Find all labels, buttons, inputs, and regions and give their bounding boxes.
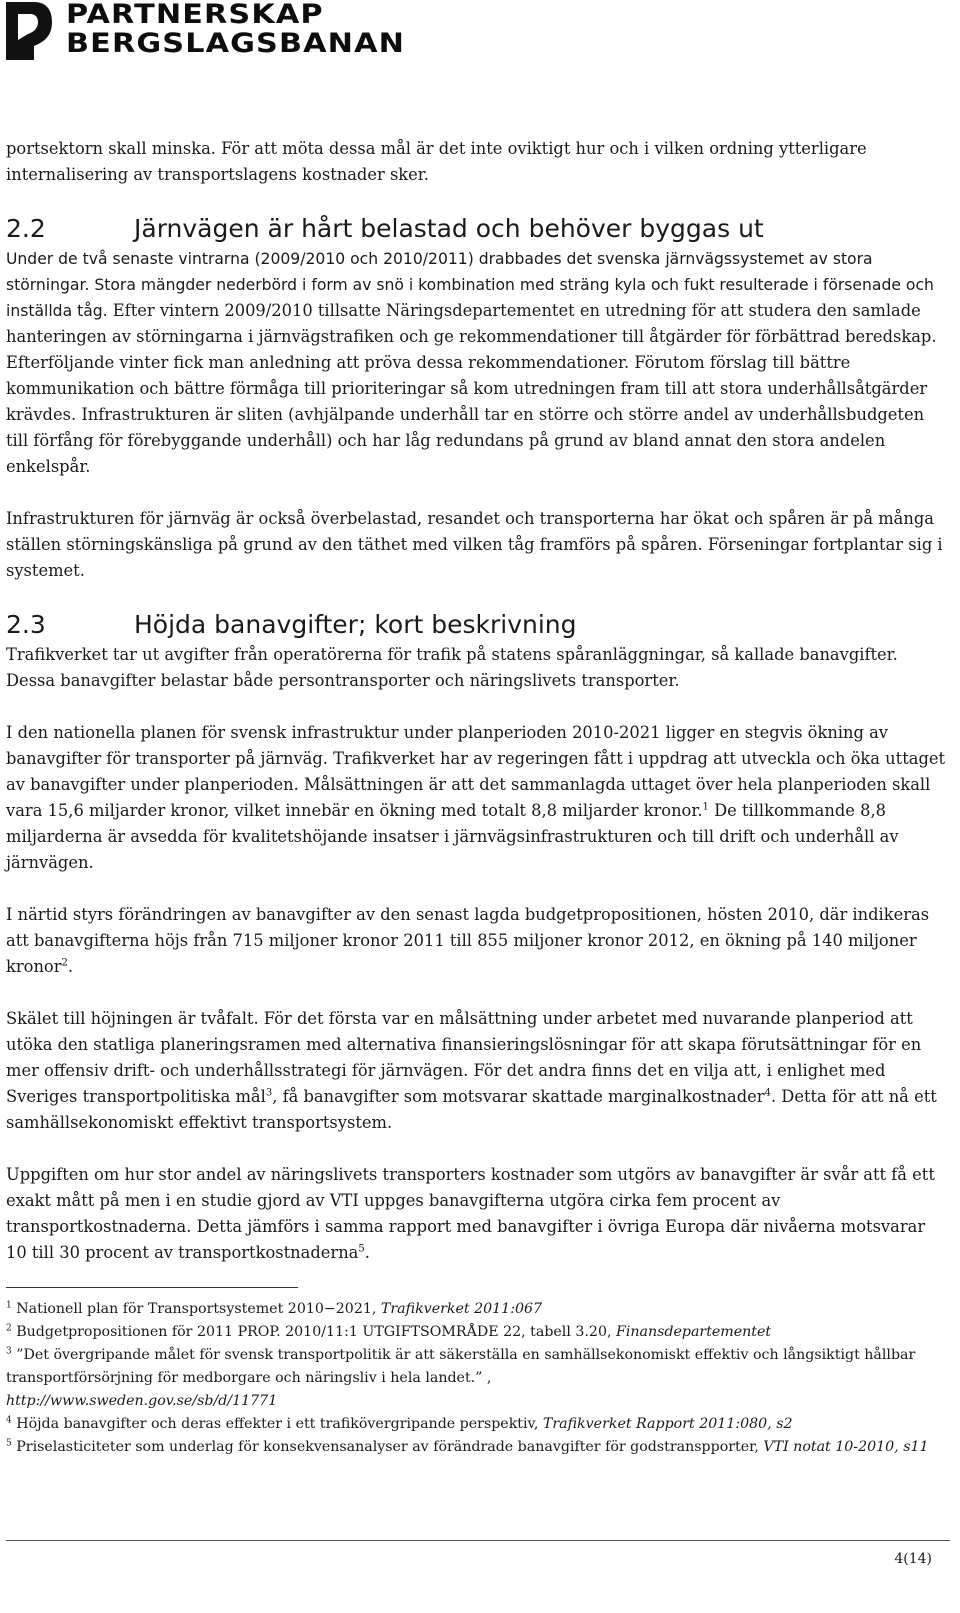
- footnote-text: ”Det övergripande målet för svensk transportpolitik är att säkerställa en samhällsekonomiskt effektiv och långsiktigt hållbar transportförsörjning för medborgare och näringsliv i hela landet.” ,: [6, 1347, 916, 1386]
- footnote-source: VTI notat 10-2010, s11: [763, 1439, 929, 1455]
- header-logo: [4, 0, 406, 64]
- footnote-ref[interactable]: 5: [358, 1243, 365, 1255]
- paragraph-text: Uppgiften om hur stor andel av näringslivets transporters kostnader som utgörs av banavgifter är svår att få ett exakt mått på men i en studie gjord av VTI uppges banavgifterna utgöra cirka fem procent av transportkostnaderna. Detta jämförs i samma rapport med banavgifter i övriga Europa där nivåerna motsvarar 10 till 30 procent av transportkostnaderna: [6, 1165, 935, 1262]
- section-heading-2-2: [6, 214, 950, 244]
- footnote-text: Priselasticiteter som underlag för konsekvensanalyser av förändrade banavgifter för godstranspporter,: [11, 1439, 764, 1455]
- footnote-number: 2: [6, 1323, 12, 1334]
- footnote-divider: [6, 1287, 298, 1288]
- page-number: 4(14): [894, 1551, 932, 1567]
- footnote-3: [6, 1344, 936, 1413]
- intro-paragraph: portsektorn skall minska. För att möta dessa mål är det inte oviktigt hur och i vilken ordning ytterligare internalisering av transportslagens kostnader sker.: [6, 139, 867, 184]
- footnote-source: Trafikverket Rapport 2011:080, s2: [542, 1416, 793, 1432]
- footnote-source: Finansdepartementet: [616, 1324, 772, 1340]
- section-2-3-paragraph-2: [6, 720, 950, 876]
- section-2-3-paragraph-5: [6, 1162, 950, 1266]
- logo-line-1: PARTNERSKAP: [66, 0, 324, 30]
- section-number: 2.3: [6, 610, 46, 639]
- footnote-text: Budgetpropositionen för 2011 PROP. 2010/11:1 UTGIFTSOMRÅDE 22, tabell 3.20,: [11, 1324, 616, 1340]
- paragraph-text: .: [67, 957, 74, 976]
- footnotes: [6, 1298, 936, 1459]
- paragraph-text: I den nationella planen för svensk infrastruktur under planperioden 2010-2021 ligger en stegvis ökning av banavgifter för transporter på järnväg. Trafikverket har av regeringen fått i uppdrag att utveckla och öka uttaget av banavgifter under planperioden. Målsättningen är att det sammanlagda uttaget över hela planperioden skall vara 15,6 miljarder kronor, vilket innebär en ökning med totalt 8,8 miljarder kronor.: [6, 723, 946, 820]
- footnote-2: [6, 1321, 936, 1344]
- footnote-ref[interactable]: 2: [61, 957, 68, 969]
- page-footer-divider: [6, 1540, 950, 1541]
- footnote-4: [6, 1413, 936, 1436]
- section-2-3-paragraph-1: Trafikverket tar ut avgifter från operatörerna för trafik på statens spåranläggningar, så kallade banavgifter. Dessa banavgifter belastar både persontransporter och näringslivets transporter.: [6, 645, 898, 690]
- footnote-ref[interactable]: 4: [764, 1087, 771, 1099]
- section-number: 2.2: [6, 214, 46, 243]
- footnote-source: Trafikverket 2011:067: [380, 1301, 543, 1317]
- paragraph-text: Efter vintern 2009/2010 tillsatte Näringsdepartementet en utredning för att studera den samlade hanteringen av störningarna i järnvägstrafiken och ge rekommendationer till åtgärder för förbättrad beredskap. Efterföljande vinter fick man anledning att pröva dessa rekommendationer. Förutom förslag till bättre kommunikation och bättre förmåga till prioriteringar så kom utredningen fram till att stora underhållsåtgärder krävdes. Infrastrukturen är sliten (avhjälpande underhåll tar en större och större andel av underhållsbudgeten till förfång för förebyggande underhåll) och har låg redundans på grund av bland annat den stora andelen enkelspår.: [6, 301, 937, 476]
- section-2-2-paragraph-2: Infrastrukturen för järnväg är också överbelastad, resandet och transporterna har ökat och spåren är på många ställen störningskänsliga på grund av den täthet med vilken tåg framförs på spåren. Förseningar fortplantar sig i systemet.: [6, 509, 943, 580]
- section-heading-2-3: [6, 610, 950, 640]
- footnote-ref[interactable]: 1: [702, 801, 709, 813]
- section-2-3-paragraph-4: [6, 1006, 950, 1136]
- paragraph-text: I närtid styrs förändringen av banavgifter av den senast lagda budgetpropositionen, hösten 2010, där indikeras att banavgifterna höjs från 715 miljoner kronor 2011 till 855 miljoner kronor 2012, en ökning på 140 miljoner kronor: [6, 905, 930, 976]
- footnote-text: Nationell plan för Transportsystemet 2010−2021,: [11, 1301, 381, 1317]
- footnote-text: Höjda banavgifter och deras effekter i ett trafikövergripande perspektiv,: [11, 1416, 543, 1432]
- footnote-number: 4: [6, 1415, 12, 1426]
- footnote-number: 5: [6, 1438, 12, 1449]
- logo-wordmark: [66, 0, 405, 58]
- footnote-number: 1: [6, 1300, 12, 1311]
- paragraph-text: . Detta för att nå ett samhällsekonomiskt effektivt transportsystem.: [6, 1087, 937, 1132]
- section-2-3-paragraph-3: [6, 902, 950, 980]
- paragraph-text: Under de två senaste vintrarna (2009/2010 och 2010/2011) drabbades det svenska järnvägssystemet av stora störningar. Stora mängder nederbörd i form av snö i kombination med sträng kyla och fukt resulterade i försenade och inställda tåg.: [6, 250, 934, 320]
- paragraph-text: .: [364, 1243, 370, 1262]
- section-2-2-paragraph-1: [6, 246, 950, 480]
- footnote-1: [6, 1298, 936, 1321]
- paragraph-text: De tillkommande 8,8 miljarderna är avsedda för kvalitetshöjande insatser i järnvägsinfrastrukturen och till drift och underhåll av järnvägen.: [6, 801, 899, 872]
- footnote-5: [6, 1436, 936, 1459]
- footnote-number: 3: [6, 1346, 12, 1357]
- paragraph-text: Skälet till höjningen är tvåfalt. För det första var en målsättning under arbetet med nuvarande planperiod att utöka den statliga planeringsramen med alternativa finansieringslösningar för att skapa förutsättningar för en mer offensiv drift- och underhållsstrategi för järnvägen. För det andra finns det en vilja att, i enlighet med Sveriges transportpolitiska mål: [6, 1009, 922, 1106]
- partnerskap-logo-icon: [4, 0, 54, 62]
- footnote-link[interactable]: http://www.sweden.gov.se/sb/d/11771: [6, 1393, 278, 1409]
- section-title: Järnvägen är hårt belastad och behöver byggas ut: [134, 214, 764, 243]
- paragraph-text: , få banavgifter som motsvarar skattade marginalkostnader: [272, 1087, 765, 1106]
- logo-line-2: BERGSLAGSBANAN: [66, 28, 406, 59]
- section-title: Höjda banavgifter; kort beskrivning: [134, 610, 577, 639]
- footnote-ref[interactable]: 3: [265, 1087, 273, 1099]
- document-body: [6, 136, 950, 1292]
